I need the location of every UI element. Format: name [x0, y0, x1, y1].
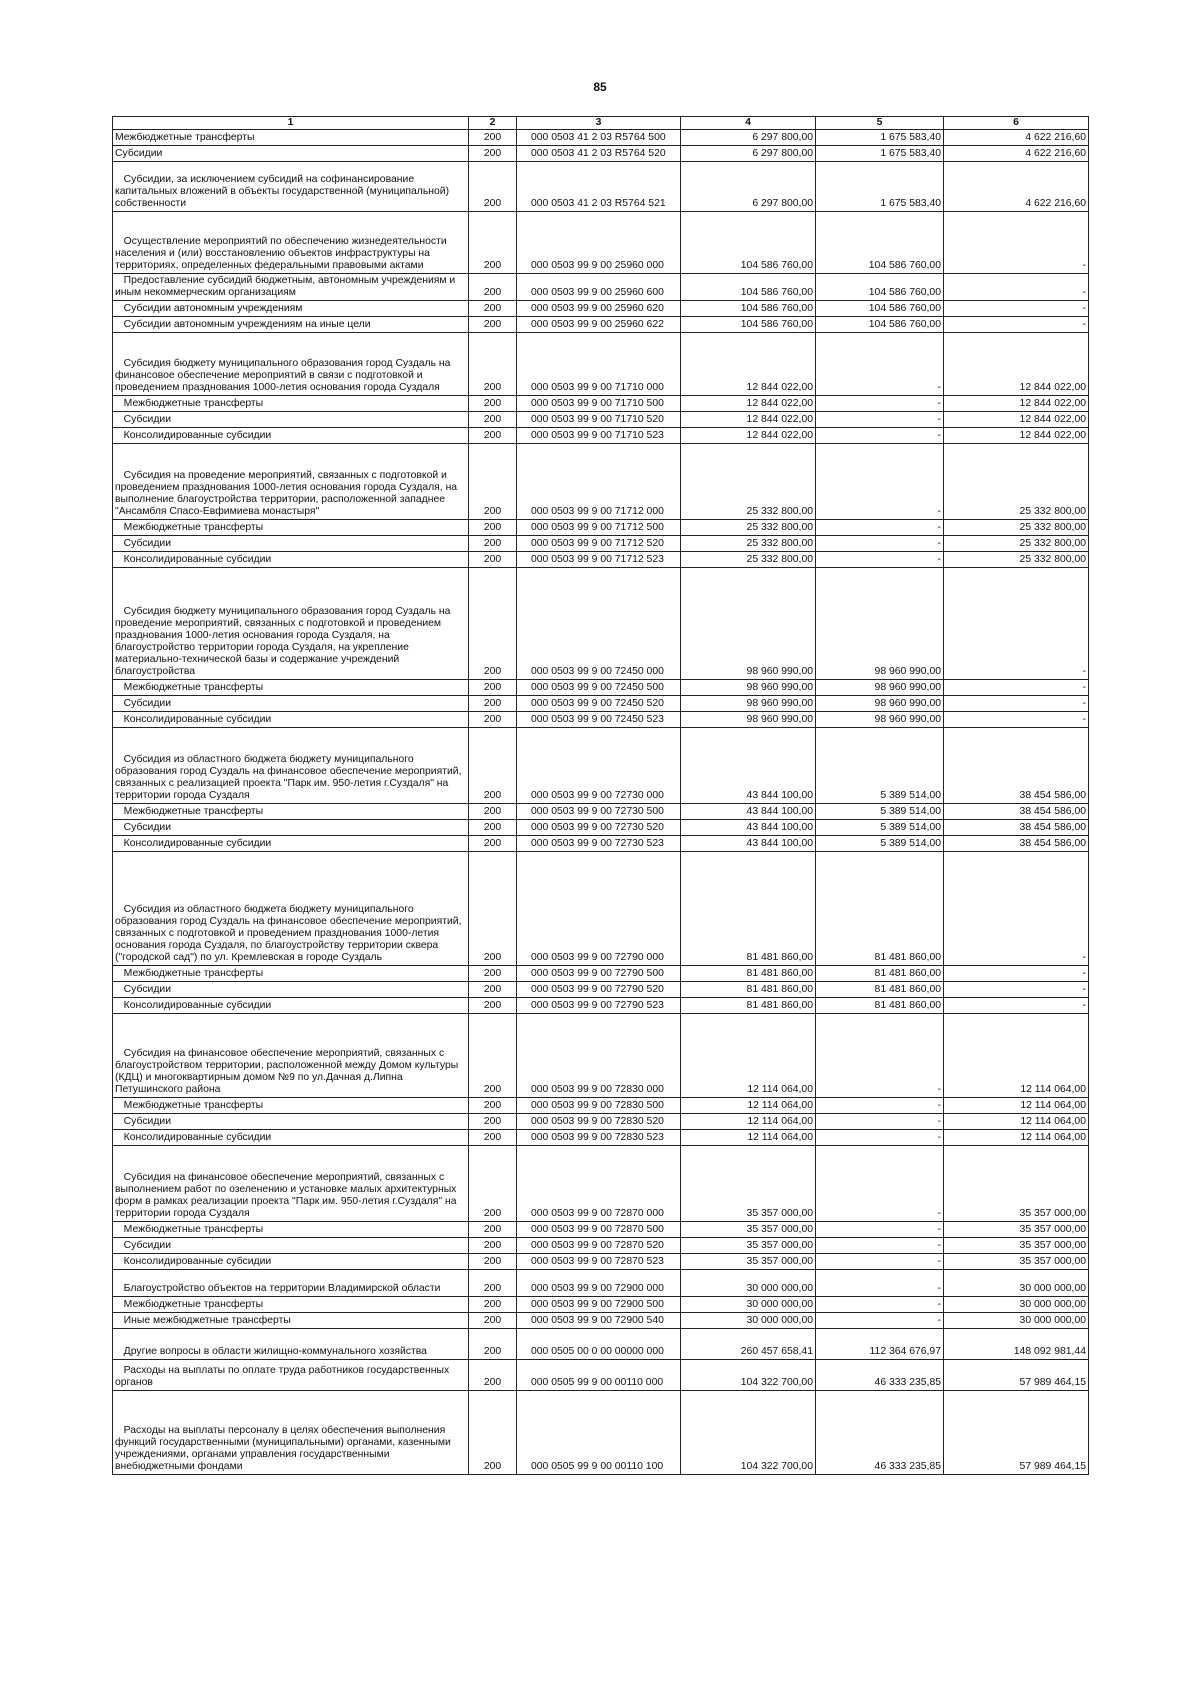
table-row — [113, 301, 1089, 317]
table-row — [113, 1222, 1089, 1238]
admin-code: 200 — [469, 680, 517, 696]
budget-code: 000 0503 99 9 00 72790 500 — [517, 966, 681, 982]
admin-code: 200 — [469, 130, 517, 146]
budget-code: 000 0505 00 0 00 00000 000 — [517, 1329, 681, 1360]
admin-code: 200 — [469, 728, 517, 804]
executed-amount: - — [816, 444, 944, 520]
table-row — [113, 428, 1089, 444]
remaining-amount: 38 454 586,00 — [944, 820, 1089, 836]
admin-code: 200 — [469, 552, 517, 568]
executed-amount: - — [816, 1297, 944, 1313]
admin-code: 200 — [469, 1238, 517, 1254]
item-name: Субсидии — [113, 146, 469, 162]
budget-code: 000 0503 99 9 00 72790 520 — [517, 982, 681, 998]
remaining-amount: - — [944, 680, 1089, 696]
budget-code: 000 0503 99 9 00 72730 500 — [517, 804, 681, 820]
item-name: Межбюджетные трансферты — [113, 130, 469, 146]
admin-code: 200 — [469, 1391, 517, 1475]
admin-code: 200 — [469, 520, 517, 536]
table-row — [113, 836, 1089, 852]
executed-amount: 104 586 760,00 — [816, 317, 944, 333]
admin-code: 200 — [469, 1130, 517, 1146]
table-body — [113, 130, 1089, 1475]
admin-code: 200 — [469, 568, 517, 680]
item-name: Межбюджетные трансферты — [113, 1098, 469, 1114]
table-row — [113, 820, 1089, 836]
table-row — [113, 520, 1089, 536]
item-name: Субсидии — [113, 412, 469, 428]
executed-amount: - — [816, 333, 944, 396]
item-name: Субсидии — [113, 696, 469, 712]
item-name: Консолидированные субсидии — [113, 1254, 469, 1270]
table-row — [113, 696, 1089, 712]
remaining-amount: 4 622 216,60 — [944, 146, 1089, 162]
item-name: Расходы на выплаты по оплате труда работников государственных органов — [113, 1360, 469, 1391]
column-header: 3 — [517, 117, 681, 130]
table-row — [113, 1254, 1089, 1270]
item-name: Субсидии автономным учреждениям на иные цели — [113, 317, 469, 333]
remaining-amount: 38 454 586,00 — [944, 836, 1089, 852]
admin-code: 200 — [469, 1297, 517, 1313]
item-name: Субсидия на проведение мероприятий, связанных с подготовкой и проведением празднования 1000-летия основания города Суздаля, на выполнение благоустройства территории, расположенной западнее "Ансамбля Спасо-Евфимиева монастыря" — [113, 444, 469, 520]
item-name: Расходы на выплаты персоналу в целях обеспечения выполнения функций государственными (муниципальными) органами, казенными учреждениями, органами управления государственными внебюджетными фондами — [113, 1391, 469, 1475]
item-name: Консолидированные субсидии — [113, 836, 469, 852]
item-name: Субсидии — [113, 536, 469, 552]
item-name: Межбюджетные трансферты — [113, 1297, 469, 1313]
table-row — [113, 1391, 1089, 1475]
planned-amount: 35 357 000,00 — [681, 1146, 816, 1222]
budget-code: 000 0503 99 9 00 71712 523 — [517, 552, 681, 568]
item-name: Благоустройство объектов на территории Владимирской области — [113, 1270, 469, 1297]
planned-amount: 98 960 990,00 — [681, 680, 816, 696]
admin-code: 200 — [469, 1360, 517, 1391]
table-row — [113, 333, 1089, 396]
budget-code: 000 0503 41 2 03 R5764 500 — [517, 130, 681, 146]
item-name: Субсидии — [113, 982, 469, 998]
item-name: Межбюджетные трансферты — [113, 680, 469, 696]
remaining-amount: 12 844 022,00 — [944, 428, 1089, 444]
planned-amount: 35 357 000,00 — [681, 1222, 816, 1238]
table-row — [113, 1360, 1089, 1391]
budget-code: 000 0503 99 9 00 25960 000 — [517, 212, 681, 274]
executed-amount: 81 481 860,00 — [816, 852, 944, 966]
planned-amount: 104 322 700,00 — [681, 1360, 816, 1391]
planned-amount: 98 960 990,00 — [681, 696, 816, 712]
budget-code: 000 0503 99 9 00 25960 622 — [517, 317, 681, 333]
executed-amount: 81 481 860,00 — [816, 998, 944, 1014]
budget-code: 000 0503 99 9 00 25960 600 — [517, 274, 681, 301]
column-header: 4 — [681, 117, 816, 130]
item-name: Консолидированные субсидии — [113, 428, 469, 444]
admin-code: 200 — [469, 820, 517, 836]
planned-amount: 12 114 064,00 — [681, 1014, 816, 1098]
budget-code: 000 0503 99 9 00 72450 520 — [517, 696, 681, 712]
executed-amount: 98 960 990,00 — [816, 568, 944, 680]
budget-code: 000 0503 99 9 00 71710 520 — [517, 412, 681, 428]
remaining-amount: 35 357 000,00 — [944, 1222, 1089, 1238]
admin-code: 200 — [469, 536, 517, 552]
item-name: Консолидированные субсидии — [113, 998, 469, 1014]
executed-amount: 81 481 860,00 — [816, 966, 944, 982]
executed-amount: 5 389 514,00 — [816, 820, 944, 836]
item-name: Межбюджетные трансферты — [113, 520, 469, 536]
planned-amount: 81 481 860,00 — [681, 998, 816, 1014]
budget-code: 000 0503 99 9 00 72730 000 — [517, 728, 681, 804]
column-header: 1 — [113, 117, 469, 130]
table-row — [113, 712, 1089, 728]
executed-amount: 46 333 235,85 — [816, 1391, 944, 1475]
budget-code: 000 0503 99 9 00 72830 500 — [517, 1098, 681, 1114]
admin-code: 200 — [469, 804, 517, 820]
planned-amount: 25 332 800,00 — [681, 536, 816, 552]
budget-code: 000 0503 99 9 00 72450 000 — [517, 568, 681, 680]
remaining-amount: 30 000 000,00 — [944, 1313, 1089, 1329]
planned-amount: 6 297 800,00 — [681, 146, 816, 162]
admin-code: 200 — [469, 212, 517, 274]
table-row — [113, 728, 1089, 804]
admin-code: 200 — [469, 146, 517, 162]
remaining-amount: 4 622 216,60 — [944, 130, 1089, 146]
remaining-amount: 35 357 000,00 — [944, 1238, 1089, 1254]
admin-code: 200 — [469, 1254, 517, 1270]
executed-amount: 5 389 514,00 — [816, 804, 944, 820]
item-name: Консолидированные субсидии — [113, 1130, 469, 1146]
budget-code: 000 0503 99 9 00 72900 500 — [517, 1297, 681, 1313]
planned-amount: 104 586 760,00 — [681, 317, 816, 333]
column-header: 5 — [816, 117, 944, 130]
item-name: Другие вопросы в области жилищно-коммунального хозяйства — [113, 1329, 469, 1360]
remaining-amount: 25 332 800,00 — [944, 536, 1089, 552]
executed-amount: 5 389 514,00 — [816, 836, 944, 852]
admin-code: 200 — [469, 1146, 517, 1222]
executed-amount: 98 960 990,00 — [816, 680, 944, 696]
table-row — [113, 852, 1089, 966]
executed-amount: - — [816, 1313, 944, 1329]
planned-amount: 104 586 760,00 — [681, 274, 816, 301]
column-header: 2 — [469, 117, 517, 130]
budget-code: 000 0503 99 9 00 71710 523 — [517, 428, 681, 444]
table-row — [113, 1146, 1089, 1222]
planned-amount: 12 844 022,00 — [681, 333, 816, 396]
budget-code: 000 0503 99 9 00 72790 000 — [517, 852, 681, 966]
item-name: Субсидия бюджету муниципального образования город Суздаль на финансовое обеспечение мероприятий в связи с подготовкой и проведением празднования 1000-летия основания города Суздаля — [113, 333, 469, 396]
admin-code: 200 — [469, 836, 517, 852]
remaining-amount: 148 092 981,44 — [944, 1329, 1089, 1360]
remaining-amount: 12 114 064,00 — [944, 1014, 1089, 1098]
remaining-amount: - — [944, 317, 1089, 333]
planned-amount: 12 114 064,00 — [681, 1114, 816, 1130]
table-row — [113, 1313, 1089, 1329]
item-name: Субсидия из областного бюджета бюджету муниципального образования город Суздаль на финансовое обеспечение мероприятий, связанных с подготовкой и проведением празднования 1000-летия основания города Суздаля, по благоустройству территории сквера ("городской сад") по ул. Кремлевская в городе Суздаль — [113, 852, 469, 966]
admin-code: 200 — [469, 982, 517, 998]
table-row — [113, 966, 1089, 982]
item-name: Субсидии, за исключением субсидий на софинансирование капитальных вложений в объекты государственной (муниципальной) собственности — [113, 162, 469, 212]
table-row — [113, 396, 1089, 412]
planned-amount: 25 332 800,00 — [681, 552, 816, 568]
planned-amount: 12 844 022,00 — [681, 412, 816, 428]
budget-code: 000 0503 99 9 00 71710 000 — [517, 333, 681, 396]
item-name: Субсидии — [113, 1114, 469, 1130]
budget-code: 000 0503 99 9 00 72730 523 — [517, 836, 681, 852]
budget-code: 000 0503 99 9 00 72870 523 — [517, 1254, 681, 1270]
executed-amount: 104 586 760,00 — [816, 274, 944, 301]
remaining-amount: - — [944, 712, 1089, 728]
executed-amount: - — [816, 520, 944, 536]
budget-code: 000 0503 99 9 00 71712 000 — [517, 444, 681, 520]
table-row — [113, 146, 1089, 162]
table-row — [113, 552, 1089, 568]
admin-code: 200 — [469, 1114, 517, 1130]
item-name: Субсидии автономным учреждениям — [113, 301, 469, 317]
planned-amount: 81 481 860,00 — [681, 852, 816, 966]
table-row — [113, 804, 1089, 820]
table-row — [113, 274, 1089, 301]
executed-amount: - — [816, 428, 944, 444]
item-name: Осуществление мероприятий по обеспечению жизнедеятельности населения и (или) восстановлению объектов инфраструктуры на территориях, определенных федеральными правовыми актами — [113, 212, 469, 274]
admin-code: 200 — [469, 1313, 517, 1329]
executed-amount: 81 481 860,00 — [816, 982, 944, 998]
remaining-amount: - — [944, 982, 1089, 998]
table-row — [113, 568, 1089, 680]
remaining-amount: 30 000 000,00 — [944, 1270, 1089, 1297]
remaining-amount: - — [944, 998, 1089, 1014]
remaining-amount: 25 332 800,00 — [944, 444, 1089, 520]
executed-amount: 5 389 514,00 — [816, 728, 944, 804]
admin-code: 200 — [469, 1329, 517, 1360]
remaining-amount: 12 114 064,00 — [944, 1114, 1089, 1130]
budget-code: 000 0503 99 9 00 71712 500 — [517, 520, 681, 536]
table-row — [113, 444, 1089, 520]
planned-amount: 12 844 022,00 — [681, 428, 816, 444]
remaining-amount: 25 332 800,00 — [944, 552, 1089, 568]
admin-code: 200 — [469, 428, 517, 444]
budget-table — [112, 116, 1089, 1475]
column-number-row — [113, 117, 1089, 130]
table-row — [113, 1238, 1089, 1254]
table-row — [113, 1329, 1089, 1360]
executed-amount: 1 675 583,40 — [816, 130, 944, 146]
item-name: Межбюджетные трансферты — [113, 1222, 469, 1238]
admin-code: 200 — [469, 396, 517, 412]
executed-amount: - — [816, 552, 944, 568]
executed-amount: - — [816, 396, 944, 412]
budget-code: 000 0505 99 9 00 00110 000 — [517, 1360, 681, 1391]
executed-amount: - — [816, 1114, 944, 1130]
admin-code: 200 — [469, 852, 517, 966]
planned-amount: 12 114 064,00 — [681, 1098, 816, 1114]
executed-amount: 46 333 235,85 — [816, 1360, 944, 1391]
remaining-amount: 35 357 000,00 — [944, 1254, 1089, 1270]
planned-amount: 12 844 022,00 — [681, 396, 816, 412]
planned-amount: 30 000 000,00 — [681, 1297, 816, 1313]
item-name: Субсидии — [113, 1238, 469, 1254]
item-name: Предоставление субсидий бюджетным, автономным учреждениям и иным некоммерческим организациям — [113, 274, 469, 301]
executed-amount: - — [816, 1098, 944, 1114]
budget-code: 000 0505 99 9 00 00110 100 — [517, 1391, 681, 1475]
admin-code: 200 — [469, 444, 517, 520]
admin-code: 200 — [469, 1098, 517, 1114]
executed-amount: 1 675 583,40 — [816, 162, 944, 212]
executed-amount: - — [816, 1238, 944, 1254]
budget-code: 000 0503 99 9 00 72730 520 — [517, 820, 681, 836]
remaining-amount: 12 114 064,00 — [944, 1098, 1089, 1114]
admin-code: 200 — [469, 1222, 517, 1238]
executed-amount: - — [816, 1146, 944, 1222]
planned-amount: 81 481 860,00 — [681, 982, 816, 998]
remaining-amount: 38 454 586,00 — [944, 804, 1089, 820]
planned-amount: 12 114 064,00 — [681, 1130, 816, 1146]
budget-code: 000 0503 99 9 00 72870 500 — [517, 1222, 681, 1238]
remaining-amount: - — [944, 568, 1089, 680]
table-row — [113, 317, 1089, 333]
admin-code: 200 — [469, 274, 517, 301]
table-row — [113, 1130, 1089, 1146]
planned-amount: 25 332 800,00 — [681, 520, 816, 536]
item-name: Субсидии — [113, 820, 469, 836]
remaining-amount: 12 844 022,00 — [944, 396, 1089, 412]
budget-code: 000 0503 41 2 03 R5764 521 — [517, 162, 681, 212]
remaining-amount: - — [944, 966, 1089, 982]
budget-code: 000 0503 99 9 00 72790 523 — [517, 998, 681, 1014]
planned-amount: 98 960 990,00 — [681, 568, 816, 680]
executed-amount: - — [816, 412, 944, 428]
executed-amount: - — [816, 1222, 944, 1238]
item-name: Субсидия из областного бюджета бюджету муниципального образования город Суздаль на финансовое обеспечение мероприятий, связанных с реализацией проекта "Парк им. 950-летия г.Суздаля" на территории города Суздаля — [113, 728, 469, 804]
table-row — [113, 680, 1089, 696]
planned-amount: 43 844 100,00 — [681, 804, 816, 820]
budget-code: 000 0503 99 9 00 72870 000 — [517, 1146, 681, 1222]
executed-amount: - — [816, 1270, 944, 1297]
budget-code: 000 0503 99 9 00 72870 520 — [517, 1238, 681, 1254]
table-row — [113, 1297, 1089, 1313]
remaining-amount: - — [944, 274, 1089, 301]
item-name: Консолидированные субсидии — [113, 712, 469, 728]
remaining-amount: 25 332 800,00 — [944, 520, 1089, 536]
budget-code: 000 0503 99 9 00 72830 523 — [517, 1130, 681, 1146]
item-name: Консолидированные субсидии — [113, 552, 469, 568]
planned-amount: 43 844 100,00 — [681, 836, 816, 852]
item-name: Межбюджетные трансферты — [113, 396, 469, 412]
table-row — [113, 412, 1089, 428]
executed-amount: 104 586 760,00 — [816, 301, 944, 317]
budget-code: 000 0503 99 9 00 72900 540 — [517, 1313, 681, 1329]
planned-amount: 260 457 658,41 — [681, 1329, 816, 1360]
item-name: Межбюджетные трансферты — [113, 804, 469, 820]
page-number: 85 — [593, 80, 607, 94]
planned-amount: 104 322 700,00 — [681, 1391, 816, 1475]
remaining-amount: - — [944, 696, 1089, 712]
planned-amount: 25 332 800,00 — [681, 444, 816, 520]
item-name: Межбюджетные трансферты — [113, 966, 469, 982]
table-row — [113, 1098, 1089, 1114]
table-row — [113, 536, 1089, 552]
budget-code: 000 0503 99 9 00 71710 500 — [517, 396, 681, 412]
budget-code: 000 0503 99 9 00 72900 000 — [517, 1270, 681, 1297]
budget-code: 000 0503 99 9 00 72830 000 — [517, 1014, 681, 1098]
remaining-amount: 12 114 064,00 — [944, 1130, 1089, 1146]
admin-code: 200 — [469, 966, 517, 982]
column-header: 6 — [944, 117, 1089, 130]
planned-amount: 30 000 000,00 — [681, 1313, 816, 1329]
planned-amount: 6 297 800,00 — [681, 162, 816, 212]
executed-amount: - — [816, 1014, 944, 1098]
table-row — [113, 1270, 1089, 1297]
table-row — [113, 212, 1089, 274]
table-row — [113, 162, 1089, 212]
table-row — [113, 1014, 1089, 1098]
admin-code: 200 — [469, 162, 517, 212]
remaining-amount: 30 000 000,00 — [944, 1297, 1089, 1313]
remaining-amount: 57 989 464,15 — [944, 1360, 1089, 1391]
executed-amount: - — [816, 1130, 944, 1146]
planned-amount: 43 844 100,00 — [681, 728, 816, 804]
table-row — [113, 1114, 1089, 1130]
remaining-amount: 35 357 000,00 — [944, 1146, 1089, 1222]
admin-code: 200 — [469, 712, 517, 728]
admin-code: 200 — [469, 1014, 517, 1098]
admin-code: 200 — [469, 412, 517, 428]
budget-code: 000 0503 99 9 00 72450 500 — [517, 680, 681, 696]
budget-code: 000 0503 99 9 00 72830 520 — [517, 1114, 681, 1130]
item-name: Субсидия бюджету муниципального образования город Суздаль на проведение мероприятий, связанных с подготовкой и проведением празднования 1000-летия основания города Суздаля, на благоустройство территории города Суздаля, на укрепление материально-технической базы и содержание учреждений благоустройства — [113, 568, 469, 680]
remaining-amount: 38 454 586,00 — [944, 728, 1089, 804]
planned-amount: 30 000 000,00 — [681, 1270, 816, 1297]
planned-amount: 98 960 990,00 — [681, 712, 816, 728]
remaining-amount: 57 989 464,15 — [944, 1391, 1089, 1475]
table-row — [113, 982, 1089, 998]
remaining-amount: - — [944, 301, 1089, 317]
planned-amount: 104 586 760,00 — [681, 301, 816, 317]
remaining-amount: 4 622 216,60 — [944, 162, 1089, 212]
table-row — [113, 130, 1089, 146]
admin-code: 200 — [469, 998, 517, 1014]
executed-amount: 1 675 583,40 — [816, 146, 944, 162]
executed-amount: 104 586 760,00 — [816, 212, 944, 274]
admin-code: 200 — [469, 317, 517, 333]
budget-code: 000 0503 99 9 00 71712 520 — [517, 536, 681, 552]
admin-code: 200 — [469, 696, 517, 712]
executed-amount: 98 960 990,00 — [816, 712, 944, 728]
executed-amount: - — [816, 536, 944, 552]
remaining-amount: - — [944, 212, 1089, 274]
executed-amount: - — [816, 1254, 944, 1270]
executed-amount: 98 960 990,00 — [816, 696, 944, 712]
admin-code: 200 — [469, 301, 517, 317]
remaining-amount: - — [944, 852, 1089, 966]
planned-amount: 43 844 100,00 — [681, 820, 816, 836]
planned-amount: 104 586 760,00 — [681, 212, 816, 274]
table-row — [113, 998, 1089, 1014]
planned-amount: 81 481 860,00 — [681, 966, 816, 982]
remaining-amount: 12 844 022,00 — [944, 412, 1089, 428]
item-name: Субсидия на финансовое обеспечение мероприятий, связанных с выполнением работ по озеленению и установке малых архитектурных форм в рамках реализации проекта "Парк им. 950-летия г.Суздаля" на территории города Суздаля — [113, 1146, 469, 1222]
remaining-amount: 12 844 022,00 — [944, 333, 1089, 396]
budget-code: 000 0503 99 9 00 25960 620 — [517, 301, 681, 317]
planned-amount: 35 357 000,00 — [681, 1238, 816, 1254]
admin-code: 200 — [469, 1270, 517, 1297]
budget-code: 000 0503 41 2 03 R5764 520 — [517, 146, 681, 162]
item-name: Субсидия на финансовое обеспечение мероприятий, связанных с благоустройством территории, расположенной между Домом культуры (КДЦ) и многоквартирным домом №9 по ул.Дачная д.Липна Петушинского района — [113, 1014, 469, 1098]
budget-code: 000 0503 99 9 00 72450 523 — [517, 712, 681, 728]
executed-amount: 112 364 676,97 — [816, 1329, 944, 1360]
admin-code: 200 — [469, 333, 517, 396]
item-name: Иные межбюджетные трансферты — [113, 1313, 469, 1329]
planned-amount: 6 297 800,00 — [681, 130, 816, 146]
planned-amount: 35 357 000,00 — [681, 1254, 816, 1270]
